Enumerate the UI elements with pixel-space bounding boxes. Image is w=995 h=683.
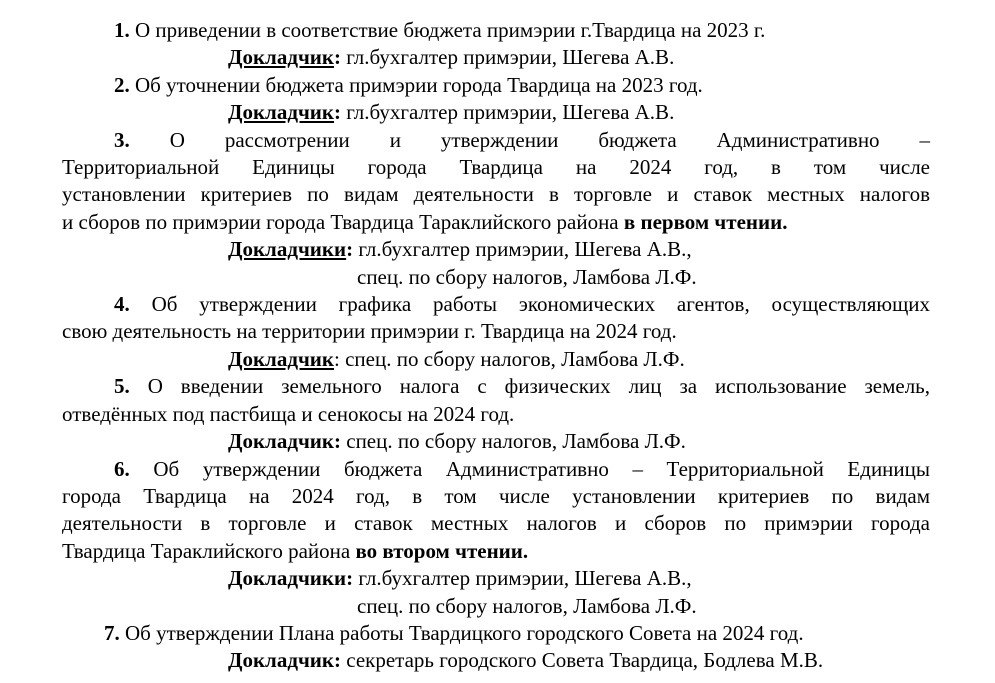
item-2-text: Об уточнении бюджета примэрии города Твардица на 2023 год. [135,72,703,97]
item-3-text-line-1: О рассмотрении и утверждении бюджета Административно – [169,127,931,152]
item-3-text-line-4: и сборов по примэрии города Твардица Тараклийского района [62,209,624,234]
agenda-item-3-line-4 [62,209,930,236]
item-6-text-line-2: города Твардица на 2024 год, в том числе установлении критериев по видам [62,483,930,508]
item-2-number: 2. [114,72,130,97]
item-6-speaker-label: Докладчики: [228,566,354,591]
item-1-text: О приведении в соответствие бюджета примэрии г.Твардица на 2023 г. [135,18,766,42]
item-1-speaker-line [228,44,930,71]
item-4-speaker-name: спец. по сбору налогов, Ламбова Л.Ф. [345,346,685,371]
item-5-speaker-label: Докладчик: [228,429,341,454]
item-2-speaker-line [228,99,930,126]
agenda-item-7-line-1 [62,620,930,647]
item-6-speaker-name-1: гл.бухгалтер примэрии, Шегева А.В., [358,566,692,591]
item-6-speaker-line-2 [357,593,930,620]
item-5-speaker-line [228,428,930,455]
item-3-text-line-3: установлении критериев по видам деятельности в торговле и ставок местных налогов [62,182,930,207]
agenda-item-3-line-3 [62,181,930,208]
item-2-speaker-name: гл.бухгалтер примэрии, Шегева А.В. [346,100,675,125]
agenda-item-4-line-2 [62,318,930,345]
agenda-item-5-line-2 [62,401,930,428]
item-1-speaker-colon: : [334,45,341,70]
item-5-text-line-1: О введении земельного налога с физических лиц за использование земель, [147,374,930,399]
agenda-item-1-line-1 [62,17,930,44]
item-4-number: 4. [114,292,130,317]
item-3-number: 3. [114,127,130,152]
agenda-item-3-line-2 [62,154,930,181]
item-4-text-line-2: свою деятельность на территории примэрии г. Твардица на 2024 год. [62,319,677,344]
item-6-speaker-name-2: спец. по сбору налогов, Ламбова Л.Ф. [357,593,697,618]
item-1-speaker-label: Докладчик [228,45,334,70]
item-7-text: Об утверждении Плана работы Твардицкого городского Совета на 2024 год. [125,620,804,645]
item-1-speaker-name: гл.бухгалтер примэрии, Шегева А.В. [346,45,675,70]
item-5-number: 5. [114,374,130,399]
agenda-item-2-line-1 [62,72,930,99]
agenda-item-4-line-1 [62,291,930,318]
agenda-item-6-line-1 [62,456,930,483]
agenda-item-6-line-4 [62,538,930,565]
item-6-speaker-line-1 [228,565,930,592]
item-4-speaker-colon: : [334,346,340,371]
item-3-bold-phrase: в первом чтении. [623,209,788,234]
item-7-speaker-line [228,647,930,674]
item-6-bold-phrase: во втором чтении. [355,538,529,563]
item-3-speaker-name-1: гл.бухгалтер примэрии, Шегева А.В., [358,237,692,262]
item-2-speaker-colon: : [334,100,341,125]
item-3-text-line-2: Территориальной Единицы города Твардица на 2024 год, в том числе [62,155,930,180]
item-4-text-line-1: Об утверждении графика работы экономических агентов, осуществляющих [151,292,931,317]
item-5-text-line-2: отведённых под пастбища и сенокосы на 2024 год. [62,401,515,426]
item-4-speaker-label: Докладчик [228,346,334,371]
agenda-item-5-line-1 [62,373,930,400]
item-7-speaker-label: Докладчик: [228,648,341,673]
item-6-text-line-1: Об утверждении бюджета Административно – Территориальной Единицы [153,456,931,481]
item-6-number: 6. [114,456,130,481]
item-6-text-line-4: Твардица Тараклийского района [62,538,356,563]
agenda-item-6-line-2 [62,483,930,510]
item-3-speaker-line-2 [357,264,930,291]
agenda-item-6-line-3 [62,510,930,537]
item-6-text-line-3: деятельности в торговле и ставок местных налогов и сборов по примэрии города [62,511,930,536]
item-3-speaker-line-1 [228,236,930,263]
item-7-speaker-name: секретарь городского Совета Твардица, Бодлева М.В. [346,648,824,673]
item-4-speaker-line [228,346,930,373]
item-1-number: 1. [114,18,130,42]
item-5-speaker-name: спец. по сбору налогов, Ламбова Л.Ф. [346,429,686,454]
item-3-speaker-name-2: спец. по сбору налогов, Ламбова Л.Ф. [357,264,697,289]
item-3-speaker-colon: : [346,237,354,262]
agenda-document [62,17,930,675]
item-3-speaker-label: Докладчики [228,237,347,262]
item-2-speaker-label: Докладчик [228,100,334,125]
agenda-item-3-line-1 [62,127,930,154]
item-7-number: 7. [104,620,120,645]
